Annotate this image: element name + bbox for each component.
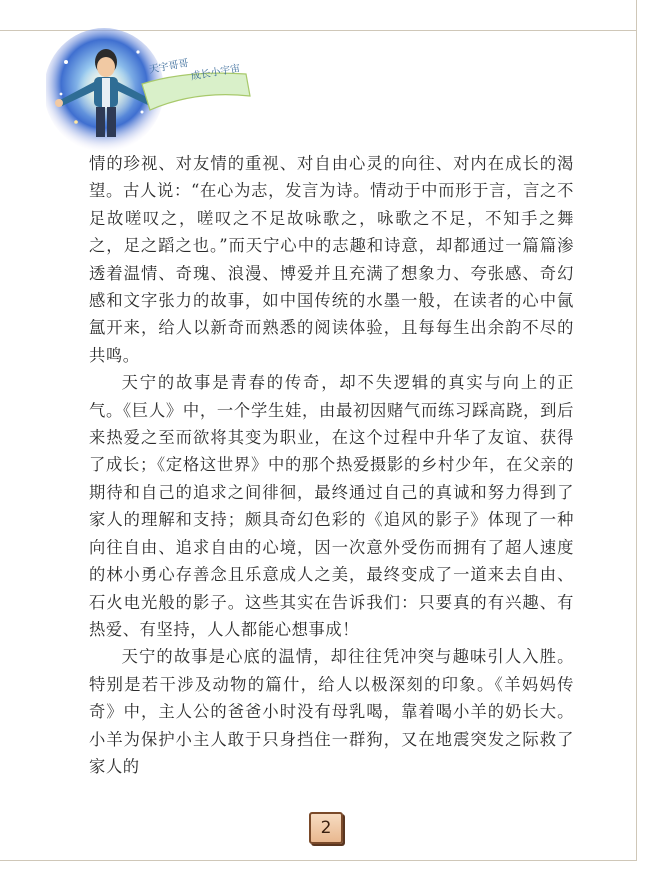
series-title-line-1: 天宇哥哥 — [148, 58, 190, 76]
body-text — [89, 150, 574, 780]
series-title-line-2: 成长小宇宙 — [189, 63, 242, 83]
frame-line-right — [636, 0, 637, 860]
paragraph-2: 天宁的故事是青春的传奇，却不失逻辑的真实与向上的正气。《巨人》中，一个学生娃，由最初因赌气而练习踩高跷，到后来热爱之至而欲将其变为职业，在这个过程中升华了友谊、获得了成长；《定格这世界》中的那个热爱摄影的乡村少年，在父亲的期待和自己的追求之间徘徊，最终通过自己的真诚和努力得到了家人的理解和支持；颇具奇幻色彩的《追风的影子》体现了一种向往自由、追求自由的心境，因一次意外受伤而拥有了超人速度的林小勇心存善念且乐意成人之美，最终变成了一道来去自由、石火电光般的影子。这些其实在告诉我们：只要真的有兴趣、有热爱、有坚持，人人都能心想事成！ — [89, 373, 574, 639]
page-number: 2 — [309, 812, 343, 844]
paragraph-1: 情的珍视、对友情的重视、对自由心灵的向往、对内在成长的渴望。古人说：“在心为志，发言为诗。情动于中而形于言，言之不足故嗟叹之，嗟叹之不足故咏歌之，咏歌之不足，不知手之舞之，足之蹈之也。”而天宁心中的志趣和诗意，却都通过一篇篇渗透着温情、奇瑰、浪漫、博爱并且充满了想象力、夸张感、奇幻感和文字张力的故事，如中国传统的水墨一般，在读者的心中氤氲开来，给人以新奇而熟悉的阅读体验，且每每生出余韵不尽的共鸣。 — [89, 154, 574, 365]
frame-line-bottom — [0, 860, 637, 861]
paragraph-3: 天宁的故事是心底的温情，却往往凭冲突与趣味引人入胜。特别是若干涉及动物的篇什，给人以极深刻的印象。《羊妈妈传奇》中，主人公的爸爸小时没有母乳喝，靠着喝小羊的奶长大。小羊为保护小主人敢于只身挡住一群狗，又在地震突发之际救了家人的 — [89, 647, 574, 776]
